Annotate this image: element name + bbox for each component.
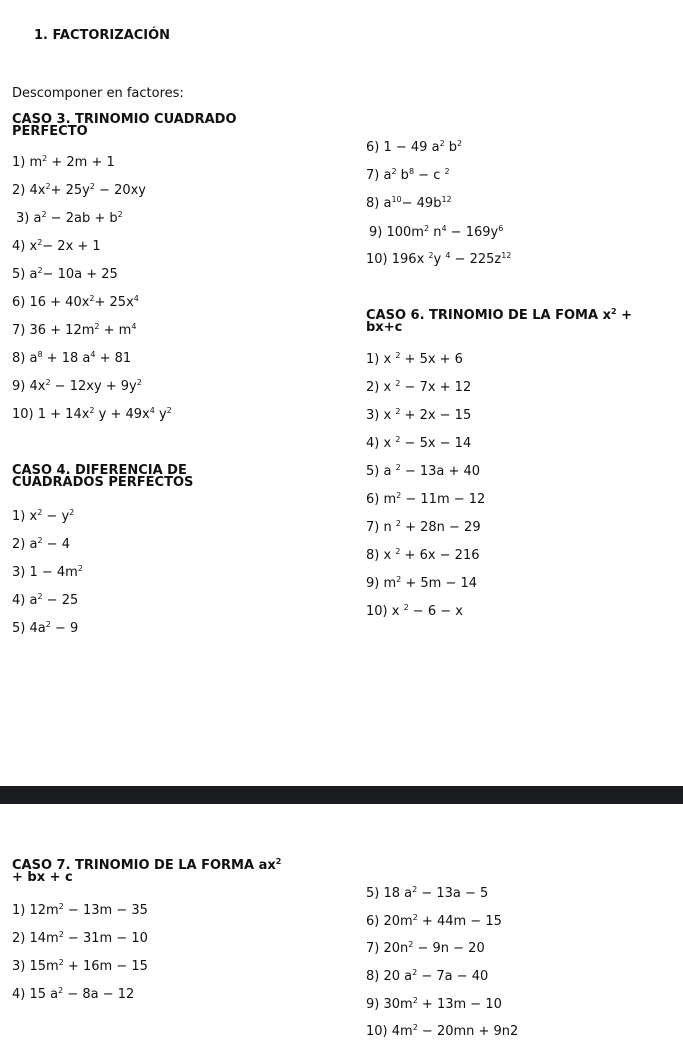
exponent: 2 <box>403 603 409 612</box>
item-number: 4) <box>12 987 30 1002</box>
item-number: 1) <box>366 352 384 367</box>
item-expression: $100m^2$ $n^4 - 169y^6$ <box>386 224 504 240</box>
case4-item <box>12 509 74 524</box>
item-expression: $14m^2 - 31m - 10$ <box>29 930 148 946</box>
exponent: 2 <box>37 508 43 517</box>
item-number: 3) <box>366 408 384 423</box>
item-number: 2) <box>12 931 30 946</box>
exponent: 10 <box>391 195 402 204</box>
case3-item <box>12 295 139 310</box>
item-number: 2) <box>12 537 30 552</box>
case3-item <box>12 351 131 366</box>
item-expression: $m^2 - 11m - 12$ <box>383 491 486 507</box>
item-expression: $4x^2 - 12xy + 9y^2$ <box>29 378 142 394</box>
exponent: 2 <box>395 435 401 444</box>
case7-item <box>366 886 488 901</box>
case3-item <box>12 323 136 338</box>
item-expression: x $^2$ + 5x + 6 <box>383 351 463 367</box>
intro-text: Descomponer en factores: <box>12 86 184 101</box>
item-expression: $12m^2 - 13m - 35$ <box>29 902 148 918</box>
item-number: 8) <box>366 548 384 563</box>
item-number: 8) <box>366 969 384 984</box>
item-number: 2) <box>12 183 30 198</box>
exponent: 2 <box>45 620 51 629</box>
exponent: 2 <box>428 251 434 260</box>
case3-item <box>12 239 101 254</box>
case3-item <box>16 211 123 226</box>
exponent: 2 <box>395 407 401 416</box>
case6-item <box>366 408 471 423</box>
case4-item <box>12 593 78 608</box>
item-number: 10) <box>366 1024 392 1039</box>
case4-heading <box>12 465 193 489</box>
item-expression: $a^{10}- 49b^{12}$ <box>383 195 452 211</box>
case7-item <box>366 997 502 1012</box>
item-expression: $4x^2+ 25y^2 - 20xy$ <box>29 182 146 198</box>
item-expression: $1 - 4m^2$ <box>29 564 83 580</box>
exponent: 12 <box>441 195 452 204</box>
item-expression: $x^2- 2x + 1$ <box>29 238 101 254</box>
exponent: 2 <box>391 167 397 176</box>
exponent: 4 <box>131 322 137 331</box>
case6-item <box>366 604 463 619</box>
item-number: 9) <box>12 379 30 394</box>
exponent: 2 <box>396 491 402 500</box>
case3-item <box>12 155 115 170</box>
case7-item <box>12 987 134 1002</box>
case3-item <box>366 196 452 211</box>
item-expression: $30m^2 + 13m - 10$ <box>383 996 502 1012</box>
exponent: 2 <box>412 885 418 894</box>
item-expression: $36 + 12m^2 + m^4$ <box>29 322 137 338</box>
exponent: 4 <box>90 350 96 359</box>
exponent: 4 <box>441 224 447 233</box>
item-expression: $m^2 + 2m + 1$ <box>29 154 115 170</box>
item-number: 5) <box>366 464 384 479</box>
item-number: 1) <box>12 903 30 918</box>
item-number: 6) <box>12 295 30 310</box>
item-number: 7) <box>366 168 384 183</box>
item-number: 2) <box>366 380 384 395</box>
item-number: 1) <box>12 509 30 524</box>
exponent: 2 <box>58 902 64 911</box>
case4-heading-line1: CASO 4. DIFERENCIA DE <box>12 463 187 478</box>
exponent: 4 <box>445 251 451 260</box>
case6-item <box>366 576 477 591</box>
item-expression: $x^2 - y^2$ <box>29 508 75 524</box>
item-number: 6) <box>366 914 384 929</box>
exponent: 2 <box>45 378 51 387</box>
case3-item <box>369 225 503 240</box>
case7-item <box>366 941 485 956</box>
item-number: 4) <box>12 593 30 608</box>
item-expression: 18 $a^2 - 13a - 5$ <box>383 885 489 901</box>
case3-item <box>366 252 511 267</box>
case3-heading <box>12 114 237 138</box>
case6-item <box>366 492 485 507</box>
page-title: 1. FACTORIZACIÓN <box>34 28 171 43</box>
item-number: 10) <box>366 604 392 619</box>
item-number: 10) <box>12 407 38 422</box>
case6-item <box>366 548 480 563</box>
case3-heading-line1: CASO 3. TRINOMIO CUADRADO <box>12 112 237 127</box>
item-number: 5) <box>366 886 384 901</box>
exponent: 2 <box>444 167 450 176</box>
item-expression: $20n^2 - 9n - 20$ <box>383 940 485 956</box>
exponent: 4 <box>133 294 139 303</box>
item-expression: $a^2$ $b^8 - c$ $^2$ <box>383 167 450 183</box>
exponent: 8 <box>37 350 43 359</box>
exponent: 2 <box>412 968 418 977</box>
exponent: 2 <box>94 322 100 331</box>
exponent: 8 <box>408 167 415 176</box>
exponent: 2 <box>412 1023 418 1032</box>
item-expression: 15 $a^2 - 8a - 12$ <box>29 986 135 1002</box>
exponent: 2 <box>166 406 172 415</box>
item-number: 10) <box>366 252 392 267</box>
item-expression: $15m^2 + 16m - 15$ <box>29 958 148 974</box>
exponent: 2 <box>395 379 401 388</box>
item-expression: x $^2$ − 5x − 14 <box>383 435 472 451</box>
case6-item <box>366 436 471 451</box>
item-expression: $a^2 - 25$ <box>29 592 79 608</box>
item-expression: x $^2$ − 7x + 12 <box>383 379 472 395</box>
case3-item <box>366 140 462 155</box>
case6-item <box>366 380 471 395</box>
item-number: 9) <box>369 225 387 240</box>
case4-item <box>12 565 83 580</box>
exponent: 4 <box>149 406 155 415</box>
case6-item <box>366 464 480 479</box>
case3-item <box>12 267 118 282</box>
case6-heading-line1: CASO 6. TRINOMIO DE LA FOMA $x^2$ + <box>366 307 632 323</box>
exponent: 2 <box>77 564 83 573</box>
exponent: 2 <box>136 378 142 387</box>
item-expression: a $^2$ − 13a + 40 <box>383 463 481 479</box>
item-expression: $m^2 + 5m - 14$ <box>383 575 478 591</box>
item-expression: $a^8 + 18$ $a^4 + 81$ <box>29 350 132 366</box>
exponent: 2 <box>89 182 95 191</box>
item-expression: $4a^2 - 9$ <box>29 620 79 636</box>
exponent: 2 <box>423 224 430 233</box>
item-number: 6) <box>366 140 384 155</box>
case3-item <box>12 379 142 394</box>
case6-item <box>366 352 463 367</box>
item-expression: $4m^2 - 20mn + 9n2$ <box>391 1023 519 1039</box>
item-number: 1) <box>12 155 30 170</box>
exponent: 2 <box>58 958 64 967</box>
item-number: 5) <box>12 267 30 282</box>
case7-item <box>366 914 502 929</box>
exponent: 2 <box>89 406 95 415</box>
item-number: 3) <box>16 211 34 226</box>
exponent: 12 <box>501 251 512 260</box>
case7-item <box>12 959 148 974</box>
item-expression: n $^2$ + 28n − 29 <box>383 519 481 535</box>
exponent: 2 <box>396 575 402 584</box>
case6-item <box>366 520 481 535</box>
item-number: 4) <box>12 239 30 254</box>
exponent: 2 <box>58 986 64 995</box>
exponent: 2 <box>37 238 43 247</box>
exponent: 6 <box>498 224 504 233</box>
exponent: 2 <box>395 463 401 472</box>
case7-heading-line2: + bx + c <box>12 870 73 885</box>
exponent: 2 <box>58 930 64 939</box>
item-number: 9) <box>366 997 384 1012</box>
exponent: 2 <box>117 210 123 219</box>
item-number: 7) <box>366 520 384 535</box>
item-expression: $a^2- 10a + 25$ <box>29 266 118 282</box>
case3-item <box>366 168 450 183</box>
exponent: 2 <box>69 508 75 517</box>
exponent: 2 <box>457 139 463 148</box>
item-number: 3) <box>12 959 30 974</box>
case4-item <box>12 621 78 636</box>
case6-heading-line2: bx+c <box>366 320 403 335</box>
exponent: 2 <box>37 592 43 601</box>
item-expression: $16 + 40x^2+ 25x^4$ <box>29 294 139 310</box>
case4-heading-line2: CUADRADOS PERFECTOS <box>12 475 194 490</box>
exponent: 2 <box>45 182 51 191</box>
item-number: 7) <box>366 941 384 956</box>
case6-heading <box>366 307 632 335</box>
case3-item <box>12 407 172 422</box>
case7-item <box>366 969 488 984</box>
item-number: 6) <box>366 492 384 507</box>
item-expression: 196x $^2$y $^4 - 225z^{12}$ <box>391 251 512 267</box>
exponent: 2 <box>89 294 95 303</box>
exponent: 2 <box>395 519 401 528</box>
item-number: 5) <box>12 621 30 636</box>
exponent: 2 <box>412 913 418 922</box>
item-number: 8) <box>366 196 384 211</box>
exponent: 2 <box>37 266 43 275</box>
item-number: 8) <box>12 351 30 366</box>
exponent: 2 <box>42 154 48 163</box>
case7-item <box>12 903 148 918</box>
exponent: 2 <box>395 351 401 360</box>
exponent: 2 <box>37 536 43 545</box>
item-expression: $1 + 14x^2$ $y + 49x^4$ $y^2$ <box>37 406 172 422</box>
case4-item <box>12 537 70 552</box>
item-number: 7) <box>12 323 30 338</box>
exponent: 2 <box>275 857 282 866</box>
page-separator-bar <box>0 786 683 804</box>
case7-heading <box>12 857 282 885</box>
item-number: 4) <box>366 436 384 451</box>
case7-item <box>366 1024 518 1039</box>
item-expression: 1 − 49 $a^2$ $b^2$ <box>383 139 463 155</box>
exponent: 2 <box>412 996 418 1005</box>
item-expression: $a^2 - 2ab + b^2$ <box>33 210 123 226</box>
item-expression: x $^2$ + 6x − 216 <box>383 547 480 563</box>
exponent: 2 <box>439 139 445 148</box>
exponent: 2 <box>610 307 617 316</box>
item-expression: $20m^2 + 44m - 15$ <box>383 913 502 929</box>
case3-item <box>12 183 146 198</box>
item-expression: $a^2 - 4$ <box>29 536 70 552</box>
exponent: 2 <box>408 940 414 949</box>
item-expression: x $^2$ − 6 − x <box>391 603 463 619</box>
item-number: 3) <box>12 565 30 580</box>
case7-item <box>12 931 148 946</box>
item-expression: 20 $a^2 - 7a - 40$ <box>383 968 489 984</box>
exponent: 2 <box>41 210 47 219</box>
exponent: 2 <box>395 547 401 556</box>
item-expression: x $^2$ + 2x − 15 <box>383 407 472 423</box>
item-number: 9) <box>366 576 384 591</box>
case3-heading-line2: PERFECTO <box>12 124 88 139</box>
case7-heading-line1: CASO 7. TRINOMIO DE LA FORMA $ax^2$ <box>12 857 282 873</box>
